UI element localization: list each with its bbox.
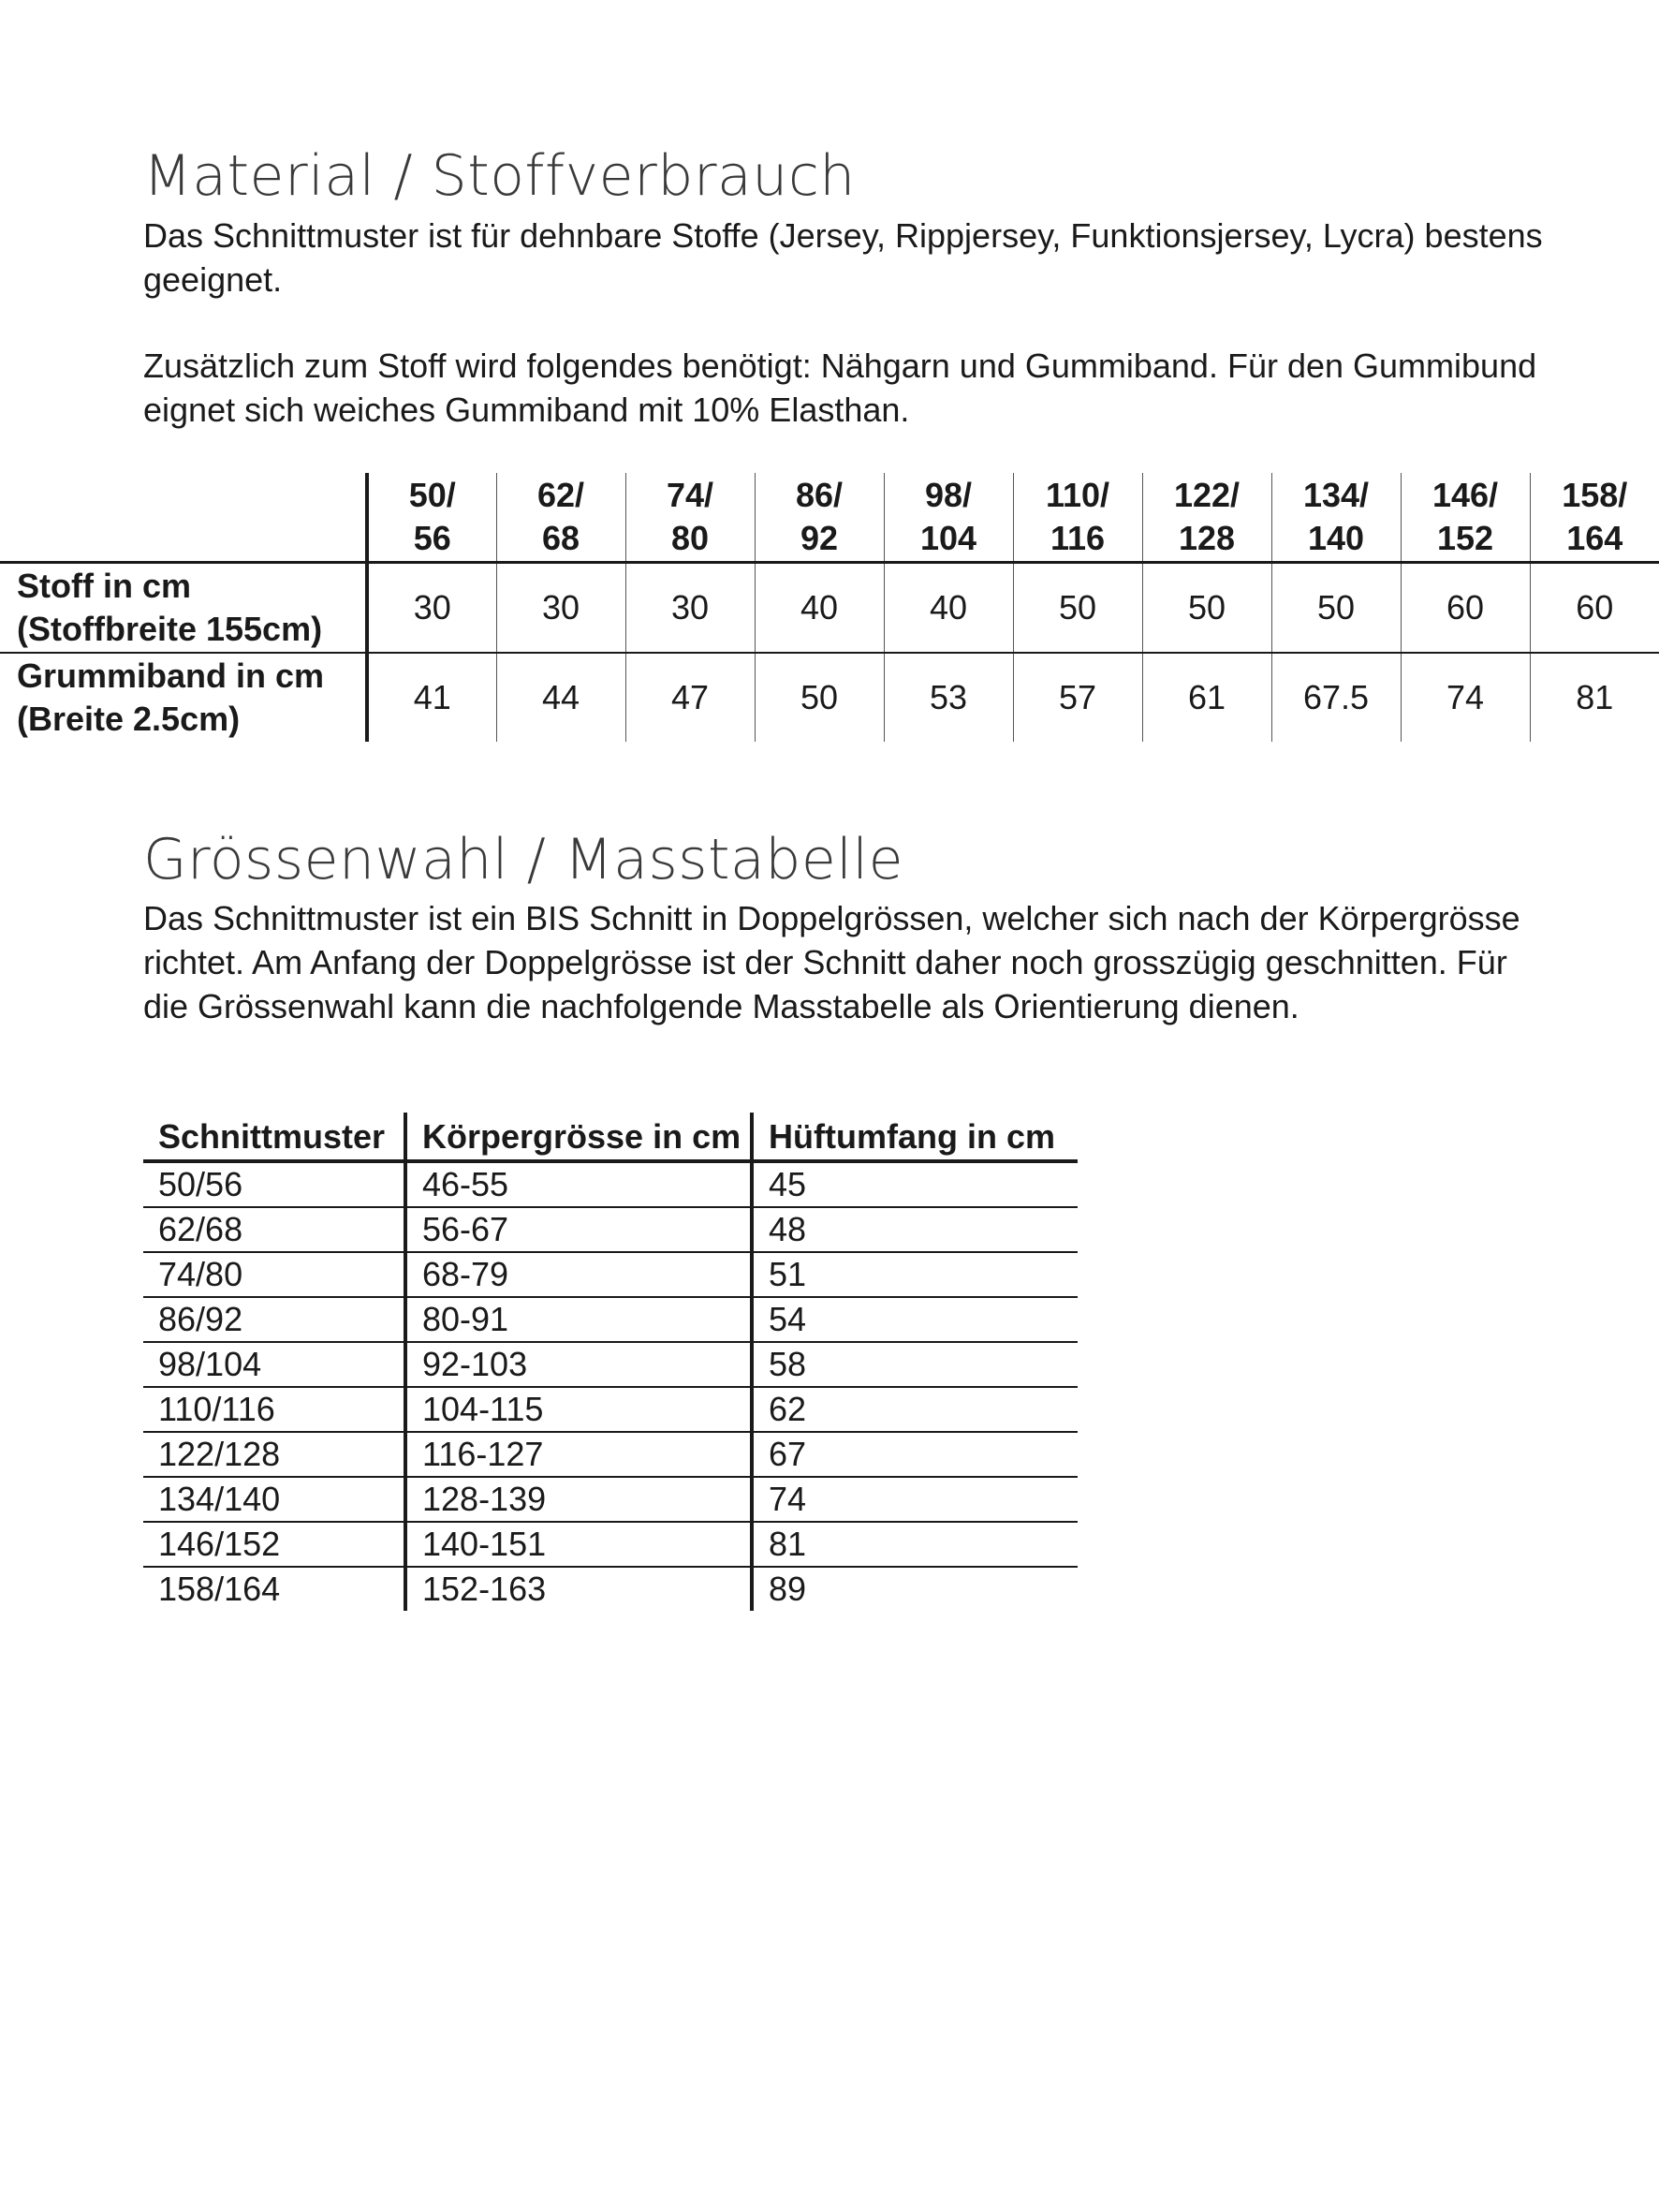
fabric-value: 50	[1271, 563, 1401, 654]
fabric-row-label: Stoff in cm (Stoffbreite 155cm)	[0, 563, 367, 654]
pattern-size-cell: 50/56	[143, 1161, 405, 1207]
table-row	[143, 1432, 1078, 1477]
body-height-cell: 116-127	[405, 1432, 752, 1477]
pattern-size-header: Schnittmuster	[143, 1113, 405, 1161]
fabric-value: 30	[496, 563, 625, 654]
size-column-header: 98/ 104	[884, 473, 1013, 563]
table-row	[143, 1342, 1078, 1387]
table-row	[143, 1477, 1078, 1522]
size-column-header: 158/ 164	[1530, 473, 1659, 563]
size-column-header: 122/ 128	[1142, 473, 1271, 563]
hip-circumference-cell: 51	[752, 1252, 1078, 1297]
body-height-cell: 68-79	[405, 1252, 752, 1297]
material-table-header-row	[0, 473, 1659, 563]
elastic-value: 44	[496, 653, 625, 742]
hip-circumference-cell: 48	[752, 1207, 1078, 1252]
elastic-value: 53	[884, 653, 1013, 742]
elastic-value: 67.5	[1271, 653, 1401, 742]
size-table-header-row	[143, 1113, 1078, 1161]
hip-circumference-cell: 58	[752, 1342, 1078, 1387]
material-paragraph-2: Zusätzlich zum Stoff wird folgendes benötigt: Nähgarn und Gummiband. Für den Gummibund eignet sich weiches Gummiband mit 10% Elasthan.	[143, 347, 1537, 429]
table-row	[143, 1387, 1078, 1432]
elastic-value: 47	[625, 653, 755, 742]
hip-circumference-cell: 81	[752, 1522, 1078, 1567]
material-table	[0, 473, 1659, 742]
elastic-value: 81	[1530, 653, 1659, 742]
elastic-row-label: Grummiband in cm (Breite 2.5cm)	[17, 656, 325, 738]
size-column-header: 110/ 116	[1013, 473, 1142, 563]
hip-circumference-cell: 67	[752, 1432, 1078, 1477]
elastic-value: 41	[367, 653, 496, 742]
hip-circumference-cell: 45	[752, 1161, 1078, 1207]
size-column-header: 86/ 92	[755, 473, 884, 563]
pattern-size-cell: 146/152	[143, 1522, 405, 1567]
size-column-header: 50/ 56	[367, 473, 496, 563]
pattern-size-cell: 158/164	[158, 1570, 281, 1608]
fabric-value: 40	[884, 563, 1013, 654]
hip-circumference-cell: 54	[752, 1297, 1078, 1342]
fabric-value: 40	[755, 563, 884, 654]
size-column-header: 134/ 140	[1271, 473, 1401, 563]
sizes-heading: Grössenwahl / Masstabelle	[143, 827, 904, 892]
pattern-size-cell: 74/80	[143, 1252, 405, 1297]
material-paragraph-1: Das Schnittmuster ist für dehnbare Stoffe (Jersey, Rippjersey, Funktionsjersey, Lycra) bestens geeignet.	[143, 216, 1543, 299]
body-height-cell: 92-103	[405, 1342, 752, 1387]
pattern-size-cell: 134/140	[143, 1477, 405, 1522]
table-row	[143, 1207, 1078, 1252]
body-height-cell: 152-163	[405, 1567, 752, 1611]
size-column-header: 74/ 80	[625, 473, 755, 563]
elastic-value: 50	[755, 653, 884, 742]
body-height-cell: 56-67	[405, 1207, 752, 1252]
pattern-size-cell: 98/104	[143, 1342, 405, 1387]
hip-circumference-cell: 89	[752, 1567, 1078, 1611]
body-height-cell: 140-151	[405, 1522, 752, 1567]
fabric-row	[0, 563, 1659, 654]
material-table-corner	[0, 473, 367, 563]
elastic-value: 57	[1013, 653, 1142, 742]
body-height-header: Körpergrösse in cm	[405, 1113, 752, 1161]
hip-circumference-cell: 62	[752, 1387, 1078, 1432]
table-row	[143, 1252, 1078, 1297]
table-row	[143, 1567, 1078, 1611]
table-row	[143, 1297, 1078, 1342]
hip-circumference-cell: 74	[752, 1477, 1078, 1522]
body-height-cell: 128-139	[405, 1477, 752, 1522]
elastic-value: 61	[1142, 653, 1271, 742]
sizes-paragraph: Das Schnittmuster ist ein BIS Schnitt in Doppelgrössen, welcher sich nach der Körpergrösse richtet. Am Anfang der Doppelgrösse ist der Schnitt daher noch grosszügig geschnitten. Für die Grössenwahl kann die nachfolgende Masstabelle als Orientierung dienen.	[143, 899, 1520, 1025]
fabric-value: 50	[1013, 563, 1142, 654]
material-heading: Material / Stoffverbrauch	[143, 143, 856, 209]
table-row	[143, 1161, 1078, 1207]
fabric-value: 60	[1401, 563, 1530, 654]
fabric-value: 60	[1530, 563, 1659, 654]
pattern-size-cell: 86/92	[143, 1297, 405, 1342]
body-height-cell: 80-91	[405, 1297, 752, 1342]
size-table	[143, 1113, 1078, 1611]
size-column-header: 62/ 68	[496, 473, 625, 563]
pattern-size-cell: 122/128	[143, 1432, 405, 1477]
fabric-value: 30	[367, 563, 496, 654]
body-height-cell: 46-55	[405, 1161, 752, 1207]
hip-circumference-header: Hüftumfang in cm	[752, 1113, 1078, 1161]
pattern-size-cell: 110/116	[143, 1387, 405, 1432]
pattern-size-cell: 62/68	[143, 1207, 405, 1252]
fabric-value: 50	[1142, 563, 1271, 654]
elastic-row	[0, 653, 1659, 742]
body-height-cell: 104-115	[405, 1387, 752, 1432]
fabric-value: 30	[625, 563, 755, 654]
elastic-value: 74	[1401, 653, 1530, 742]
size-column-header: 146/ 152	[1401, 473, 1530, 563]
table-row	[143, 1522, 1078, 1567]
